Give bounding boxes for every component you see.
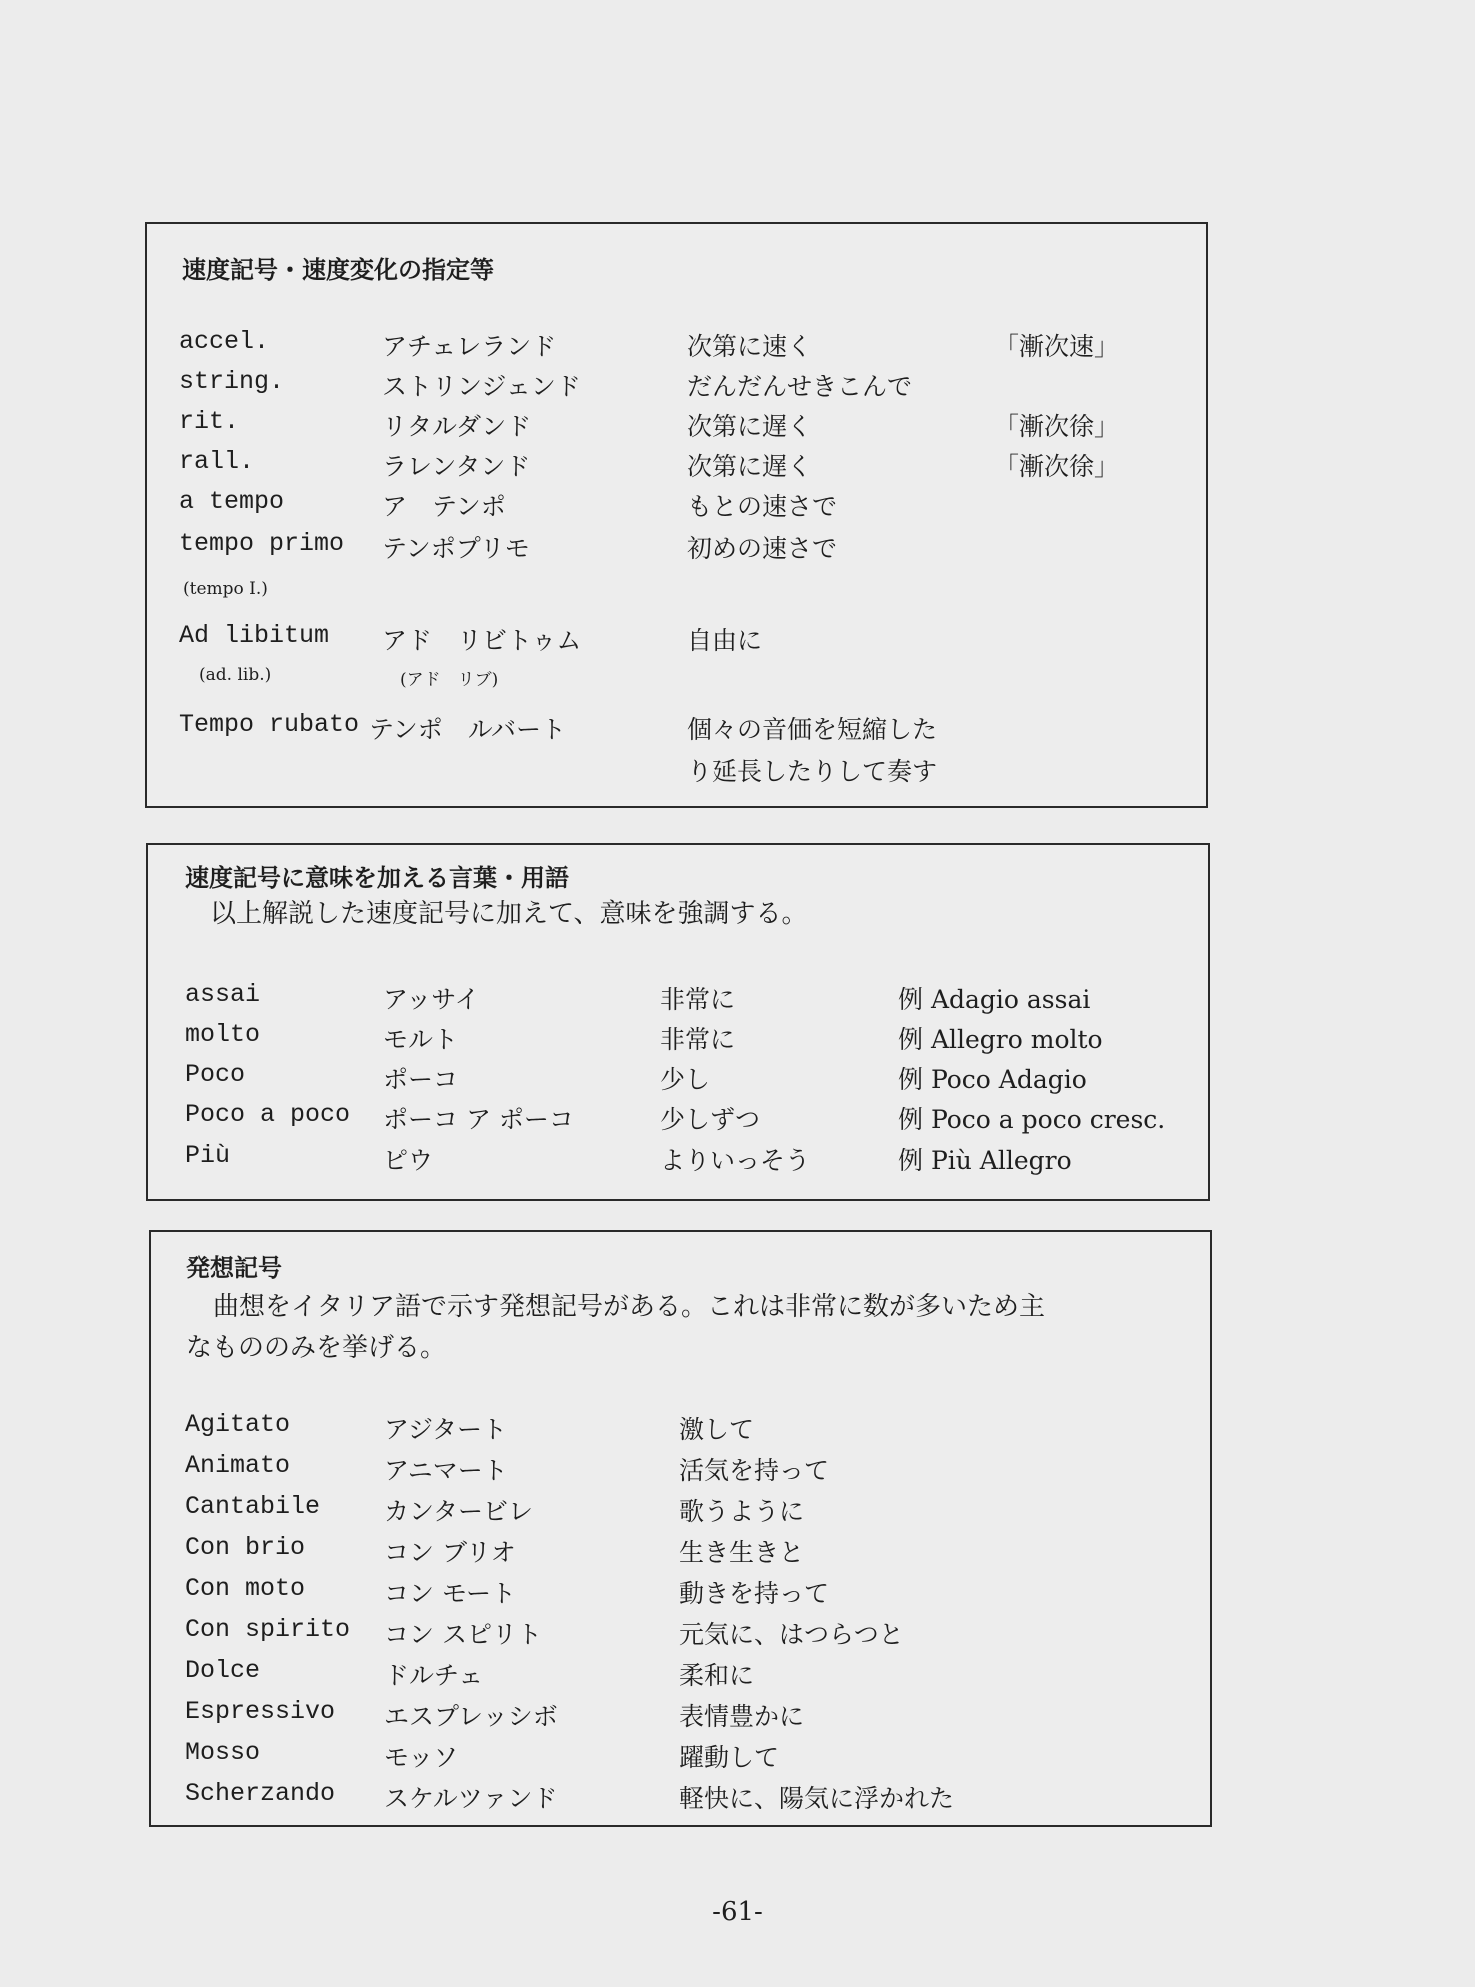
meaning: 次第に遅く xyxy=(687,452,813,481)
meaning: 非常に xyxy=(660,985,736,1014)
reading: ピウ xyxy=(383,1146,434,1175)
meaning: 生き生きと xyxy=(679,1538,805,1567)
reading: コン モート xyxy=(384,1579,516,1608)
term: rit. xyxy=(179,407,240,436)
meaning-continued: り延長したりして奏す xyxy=(687,757,938,786)
meaning: 動きを持って xyxy=(679,1579,830,1608)
example: 例 Poco Adagio xyxy=(898,1065,1087,1094)
meaning: 表情豊かに xyxy=(679,1702,805,1731)
expression-marks-intro-line1: 曲想をイタリア語で示す発想記号がある。これは非常に数が多いため主 xyxy=(213,1292,1046,1322)
reading: アド リビトゥム xyxy=(382,626,582,655)
term: Con moto xyxy=(185,1574,306,1603)
term: Poco xyxy=(185,1060,246,1089)
meaning: 少しずつ xyxy=(660,1105,761,1134)
note: 「漸次速」 xyxy=(994,332,1120,361)
term: Animato xyxy=(185,1451,291,1480)
reading: アニマート xyxy=(384,1456,508,1485)
tempo-marks-title: 速度記号・速度変化の指定等 xyxy=(182,256,494,284)
meaning: 次第に遅く xyxy=(687,412,813,441)
term: Poco a poco xyxy=(185,1100,351,1129)
reading: コン ブリオ xyxy=(384,1538,516,1567)
modifier-terms-title: 速度記号に意味を加える言葉・用語 xyxy=(185,864,569,892)
term: assai xyxy=(185,980,261,1009)
reading: エスプレッシボ xyxy=(384,1702,558,1731)
term: Con brio xyxy=(185,1533,306,1562)
meaning: 自由に xyxy=(687,626,763,655)
example: 例 Più Allegro xyxy=(898,1146,1072,1175)
reading: ポーコ ア ポーコ xyxy=(383,1105,574,1134)
reading: ラレンタンド xyxy=(382,452,531,481)
reading: ポーコ xyxy=(383,1065,459,1094)
meaning: 個々の音価を短縮した xyxy=(687,715,938,744)
term-abbreviation: (ad. lib.) xyxy=(199,665,272,685)
reading: ア テンポ xyxy=(382,492,506,521)
reading: テンポプリモ xyxy=(382,534,530,563)
term: Ad libitum xyxy=(179,621,330,650)
example: 例 Allegro molto xyxy=(898,1025,1103,1054)
term: Mosso xyxy=(185,1738,261,1767)
meaning: 躍動して xyxy=(679,1743,780,1772)
term: a tempo xyxy=(179,487,285,516)
meaning: 非常に xyxy=(660,1025,736,1054)
reading: スケルツァンド xyxy=(384,1784,558,1813)
reading: モルト xyxy=(383,1025,459,1054)
term: Scherzando xyxy=(185,1779,336,1808)
tempo-marks-box xyxy=(145,222,1208,808)
meaning: 軽快に、陽気に浮かれた xyxy=(679,1784,955,1813)
term: Agitato xyxy=(185,1410,291,1439)
meaning: 少し xyxy=(660,1065,711,1094)
example: 例 Poco a poco cresc. xyxy=(898,1105,1166,1134)
meaning: 柔和に xyxy=(679,1661,755,1690)
reading: カンタービレ xyxy=(384,1497,534,1526)
meaning: もとの速さで xyxy=(687,492,838,521)
term-abbreviation: (tempo Ⅰ.) xyxy=(183,579,268,599)
reading: ストリンジェンド xyxy=(382,372,581,401)
reading: アッサイ xyxy=(383,985,480,1014)
expression-marks-box xyxy=(149,1230,1212,1827)
meaning: 活気を持って xyxy=(679,1456,830,1485)
meaning: 元気に、はつらつと xyxy=(679,1620,904,1649)
meaning: 歌うように xyxy=(679,1497,805,1526)
meaning: よりいっそう xyxy=(660,1146,811,1175)
term: accel. xyxy=(179,327,270,356)
example: 例 Adagio assai xyxy=(898,985,1091,1014)
term: Con spirito xyxy=(185,1615,351,1644)
term: rall. xyxy=(179,447,255,476)
reading: モッソ xyxy=(384,1743,459,1772)
term: tempo primo xyxy=(179,529,345,558)
reading: テンポ ルバート xyxy=(369,715,567,744)
term: Espressivo xyxy=(185,1697,336,1726)
term: Cantabile xyxy=(185,1492,321,1521)
meaning: 初めの速さで xyxy=(687,534,838,563)
note: 「漸次徐」 xyxy=(994,452,1120,481)
term: Dolce xyxy=(185,1656,261,1685)
page-number: -61- xyxy=(712,1897,763,1927)
reading: ドルチェ xyxy=(384,1661,484,1690)
term: Più xyxy=(185,1141,231,1170)
note: 「漸次徐」 xyxy=(994,412,1120,441)
reading: アジタート xyxy=(384,1415,508,1444)
reading: アチェレランド xyxy=(382,332,557,361)
meaning: 激して xyxy=(679,1415,755,1444)
reading: コン スピリト xyxy=(384,1620,542,1649)
modifier-terms-box xyxy=(146,843,1210,1201)
meaning: だんだんせきこんで xyxy=(687,372,913,401)
reading-abbreviation: (アド リブ) xyxy=(400,670,499,690)
term: Tempo rubato xyxy=(179,710,360,739)
term: string. xyxy=(179,367,285,396)
modifier-terms-intro: 以上解説した速度記号に加えて、意味を強調する。 xyxy=(210,899,808,929)
meaning: 次第に速く xyxy=(687,332,813,361)
expression-marks-title: 発想記号 xyxy=(186,1254,282,1282)
expression-marks-intro-line2: なもののみを挙げる。 xyxy=(186,1333,447,1363)
reading: リタルダンド xyxy=(382,412,532,441)
term: molto xyxy=(185,1020,261,1049)
